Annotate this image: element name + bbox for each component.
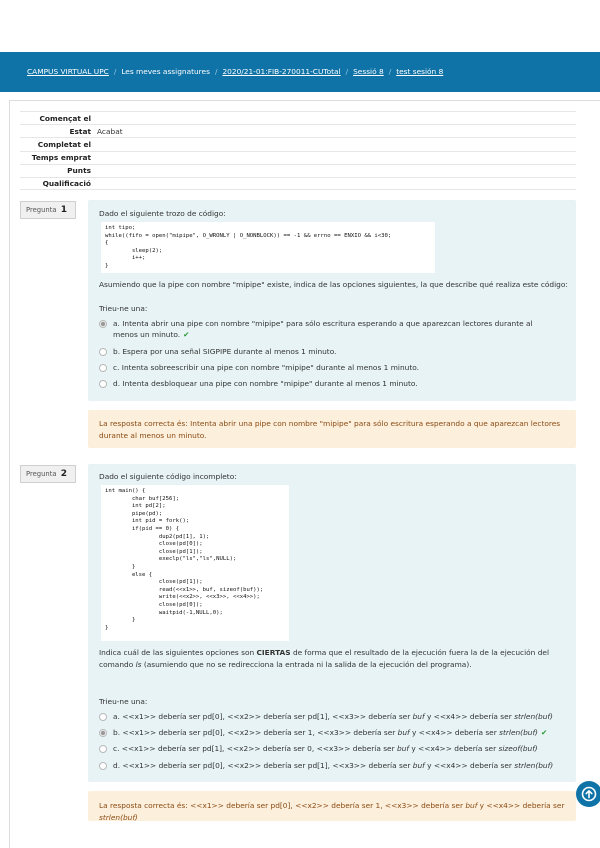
breadcrumb-course[interactable]: 2020/21-01:FIB-270011-CUTotal [222,67,341,76]
question-2-code-line: char buf[256]; [105,495,180,502]
radio-button[interactable] [99,713,107,721]
description-emphasis: CIERTAS [256,648,291,657]
summary-label: Començat el [39,113,91,123]
summary-row-grade [20,177,576,190]
option-text: b. Espera por una señal SIGPIPE durante al menos 1 minuto. [113,347,337,356]
feedback-text: y <<x4>> debería ser [477,801,565,810]
question-2-code-line: int main() { [105,488,146,494]
question-2-code [101,485,289,641]
option-text: y <<x4>> debería ser [424,712,515,721]
question-1-option-a[interactable] [99,318,559,340]
radio-button[interactable] [99,364,107,372]
question-2-feedback [88,791,576,821]
option-text-italic: strlen(buf) [514,761,554,770]
breadcrumb-session[interactable]: Sessió 8 [353,67,384,76]
option-text-italic: sizeof(buf) [498,744,538,753]
question-2-code-line: pipe(pd); [105,510,163,517]
question-1-info [20,201,76,219]
breadcrumb-courses[interactable]: Les meves assignatures [121,67,210,76]
question-1-code-line: i++; [105,255,146,262]
breadcrumb-quiz[interactable]: test sesión 8 [396,67,444,76]
option-text: y <<x4>> debería ser [409,728,500,737]
question-2-code-line: waitpid(-1,NULL,0); [105,609,223,616]
summary-label: Qualificació [42,179,91,189]
arrow-up-circle-icon [581,786,597,802]
radio-button[interactable] [99,320,107,328]
question-number: 2 [60,469,68,479]
question-2-box [88,464,576,782]
question-2-code-line: read(<<x1>>, buf, sizeof(buf)); [105,586,264,593]
option-text: d. Intenta desbloquear una pipe con nombre "mipipe" durante al menos 1 minuto. [113,379,418,388]
option-text: c. Intenta sobreescribir una pipe con nombre "mipipe" durante al menos 1 minuto. [113,363,419,372]
option-text: a. Intenta abrir una pipe con nombre "mipipe" para sólo escritura esperando a que aparezcan lectores durante al menos un minuto. [113,319,533,339]
feedback-text-italic: buf [465,801,478,810]
question-label: Pregunta [26,470,57,478]
question-2-option-d[interactable] [99,760,559,771]
breadcrumb [27,67,443,76]
question-2-code-line: execlp("ls","ls",NULL); [105,556,237,563]
description-text: (asumiendo que no se redirecciona la entrada ni la salida de la ejecución del programa). [141,660,472,669]
summary-label: Punts [67,166,91,176]
summary-label: Completat el [37,139,91,149]
question-2-option-b[interactable] [99,727,559,738]
question-2-prompt: Dado el siguiente código incompleto: [99,472,237,481]
radio-button[interactable] [99,380,107,388]
summary-label: Estat [69,126,91,136]
question-2-code-line: close(pd[1]); [105,579,203,586]
question-1-option-d[interactable] [99,378,559,389]
option-text-italic: buf [397,744,409,753]
summary-row-time [20,151,576,164]
summary-label: Temps emprat [31,153,91,163]
radio-button[interactable] [99,729,107,737]
summary-value: Acabat [97,126,123,136]
attempt-summary-table [20,111,576,190]
question-2-description [99,647,567,671]
breadcrumb-separator: / [388,67,392,76]
summary-row-completed [20,137,576,150]
question-1-option-c[interactable] [99,362,559,373]
description-text: Indica cuál de las siguientes opciones son [99,648,257,657]
question-label: Pregunta [26,206,57,214]
radio-button[interactable] [99,762,107,770]
summary-row-marks [20,164,576,177]
option-text-italic: strlen(buf) [514,712,553,721]
question-2-code-line: close(pd[0]); [105,541,203,548]
breadcrumb-separator: / [345,67,349,76]
question-2-answer-label: Trieu-ne una: [99,697,148,706]
question-2-code-line: else { [105,571,153,578]
question-2-option-a[interactable] [99,711,559,722]
question-2-code-line: dup2(pd[1], 1); [105,533,210,540]
option-text: a. <<x1>> debería ser pd[0], <<x2>> debería ser pd[1], <<x3>> debería ser [113,712,413,721]
option-text: b. <<x1>> debería ser pd[0], <<x2>> debería ser 1, <<x3>> debería ser [113,728,398,737]
breadcrumb-campus[interactable]: CAMPUS VIRTUAL UPC [27,67,109,76]
question-1-description: Asumiendo que la pipe con nombre "mipipe" existe, indica de las opciones siguientes, la que describe qué realiza este código: [99,280,568,289]
question-1-code-line: int tipo; [105,225,136,231]
check-icon: ✔ [183,330,190,339]
question-2-info [20,465,76,483]
summary-row-state [20,124,576,137]
question-1-answer-label: Trieu-ne una: [99,304,148,313]
option-text: y <<x4>> debería ser [408,744,499,753]
question-2-code-line: close(pd[1]); [105,548,203,555]
option-text-italic: buf [412,712,425,721]
check-icon: ✔ [540,728,548,737]
option-text-italic: strlen(buf) [499,728,538,737]
feedback-text: La resposta correcta és: <<x1>> debería ser pd[0], <<x2>> debería ser 1, <<x3>> debería ser [99,801,466,810]
option-text: d. <<x1>> debería ser pd[0], <<x2>> debería ser pd[1], <<x3>> debería ser [113,761,413,770]
question-2-code-line: int pd[2]; [105,503,166,510]
breadcrumb-separator: / [113,67,117,76]
question-2-option-c[interactable] [99,743,559,754]
question-number: 1 [60,205,68,215]
question-1-box [88,200,576,401]
radio-button[interactable] [99,745,107,753]
question-1-code-line: } [105,262,109,269]
question-1-code-line: sleep(2); [105,247,163,254]
question-2-code-line: int pid = fork(); [105,518,190,525]
breadcrumb-separator: / [214,67,218,76]
radio-button[interactable] [99,348,107,356]
question-1-feedback: La resposta correcta és: Intenta abrir una pipe con nombre "mipipe" para sólo escritura esperando a que aparezcan lectores durante al menos un minuto. [88,410,576,448]
question-1-prompt: Dado el siguiente trozo de código: [99,209,226,218]
question-1-code-line: { [105,240,109,247]
summary-row-started [20,111,576,124]
description-command: ls [135,660,142,669]
option-text: c. <<x1>> debería ser pd[1], <<x2>> debería ser 0, <<x3>> debería ser [113,744,397,753]
feedback-text-italic: strlen(buf) [99,813,138,822]
question-2-code-line: close(pd[0]); [105,601,203,608]
scroll-to-top-button[interactable] [576,781,600,807]
question-2-code-line: } [105,624,109,631]
description-text: de forma que el resultado de la ejecución fuera la de la ejecución del comando [99,648,550,669]
question-2-code-line: if(pid == 0) { [105,525,180,532]
question-2-code-line: } [105,617,136,624]
question-2-code-line: write(<<x2>>, <<x3>>, <<x4>>); [105,594,260,601]
question-1-option-b[interactable] [99,346,559,357]
option-text-italic: buf [397,728,410,737]
question-1-code [101,222,435,273]
question-2-code-line: } [105,563,136,570]
option-text-italic: buf [412,761,425,770]
option-text: y <<x4>> debería ser [424,761,515,770]
question-1-code-line: while((fifo = open("mipipe", O_WRONLY | O_NONBLOCK)) == -1 && errno == ENXIO && i<30; [105,232,392,239]
